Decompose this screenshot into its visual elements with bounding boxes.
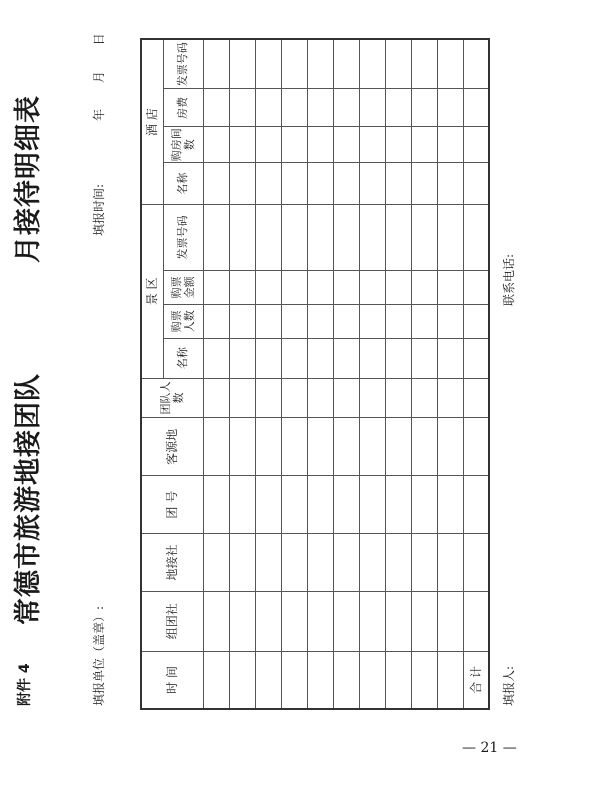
table-cell[interactable] (333, 378, 359, 418)
table-cell[interactable] (255, 418, 281, 476)
table-cell[interactable] (281, 270, 307, 304)
table-cell[interactable] (307, 89, 333, 127)
table-cell[interactable] (255, 534, 281, 592)
table-cell[interactable] (203, 476, 229, 534)
table-cell[interactable] (307, 39, 333, 89)
scenic-ticket-count-header: 购票人数 (163, 304, 203, 338)
table-cell[interactable] (281, 591, 307, 651)
table-cell[interactable] (385, 205, 411, 271)
table-cell[interactable] (307, 418, 333, 476)
table-cell[interactable] (411, 338, 437, 378)
table-cell[interactable] (229, 476, 255, 534)
table-cell[interactable] (385, 270, 411, 304)
table-cell[interactable] (203, 163, 229, 205)
table-cell[interactable] (411, 591, 437, 651)
table-cell[interactable] (437, 304, 463, 338)
table-cell[interactable] (333, 651, 359, 709)
table-cell[interactable] (359, 476, 385, 534)
table-cell[interactable] (359, 651, 385, 709)
table-cell[interactable] (229, 89, 255, 127)
table-cell[interactable] (437, 163, 463, 205)
table-row (203, 39, 229, 709)
table-cell[interactable] (385, 418, 411, 476)
table-cell[interactable] (307, 205, 333, 271)
table-cell[interactable] (385, 534, 411, 592)
table-cell[interactable] (333, 418, 359, 476)
table-row (229, 39, 255, 709)
table-cell[interactable] (359, 338, 385, 378)
table-cell[interactable] (359, 304, 385, 338)
table-cell[interactable] (229, 304, 255, 338)
table-cell[interactable] (203, 378, 229, 418)
table-cell[interactable] (229, 338, 255, 378)
table-cell[interactable] (203, 270, 229, 304)
table-cell[interactable] (333, 476, 359, 534)
scenic-ticket-amount-header: 购票金额 (163, 270, 203, 304)
table-cell[interactable] (229, 534, 255, 592)
table-cell[interactable] (333, 205, 359, 271)
col-group-size-header: 团队人数 (141, 378, 203, 418)
form-title (6, 40, 45, 680)
table-cell[interactable] (333, 338, 359, 378)
table-cell[interactable] (281, 418, 307, 476)
table-cell[interactable] (359, 418, 385, 476)
table-cell[interactable] (359, 591, 385, 651)
table-cell[interactable] (255, 127, 281, 163)
table-cell[interactable] (385, 163, 411, 205)
table-cell[interactable] (255, 378, 281, 418)
scenic-invoice-header: 发票号码 (163, 205, 203, 271)
page-number: — 21 — (462, 740, 517, 756)
table-row (359, 39, 385, 709)
table-cell[interactable] (385, 378, 411, 418)
table-cell[interactable] (333, 591, 359, 651)
table-cell[interactable] (411, 534, 437, 592)
table-cell[interactable] (255, 205, 281, 271)
table-cell[interactable] (437, 534, 463, 592)
table-cell[interactable] (281, 163, 307, 205)
table-cell[interactable] (203, 127, 229, 163)
table-cell[interactable] (333, 270, 359, 304)
table-row (281, 39, 307, 709)
table-cell[interactable] (411, 39, 437, 89)
table-cell[interactable] (203, 39, 229, 89)
table-cell[interactable] (359, 378, 385, 418)
table-cell[interactable] (203, 534, 229, 592)
table-cell[interactable] (255, 651, 281, 709)
table-cell[interactable] (307, 651, 333, 709)
table-cell[interactable] (359, 205, 385, 271)
table-cell[interactable] (333, 534, 359, 592)
table-cell[interactable] (229, 651, 255, 709)
table-cell[interactable] (359, 127, 385, 163)
table-cell[interactable] (359, 270, 385, 304)
table-cell[interactable] (229, 378, 255, 418)
table-cell[interactable] (255, 304, 281, 338)
table-cell[interactable] (307, 338, 333, 378)
table-cell[interactable] (255, 591, 281, 651)
table-cell[interactable] (203, 591, 229, 651)
table-cell[interactable] (385, 338, 411, 378)
table-cell[interactable] (437, 127, 463, 163)
table-cell[interactable] (203, 205, 229, 271)
table-cell[interactable] (281, 89, 307, 127)
table-cell[interactable] (359, 39, 385, 89)
table-cell[interactable] (229, 205, 255, 271)
detail-table (140, 38, 490, 710)
date-parts: 年 月 日 (92, 33, 106, 121)
table-cell[interactable] (411, 127, 437, 163)
table-cell[interactable] (437, 418, 463, 476)
table-cell[interactable] (437, 591, 463, 651)
table-cell[interactable] (281, 651, 307, 709)
table-cell[interactable] (385, 476, 411, 534)
table-cell[interactable] (281, 205, 307, 271)
fill-unit-label: 填报单位（盖章）: (92, 605, 106, 706)
table-cell[interactable] (255, 39, 281, 89)
contact-label: 联系电话: (502, 253, 516, 306)
table-cell[interactable] (437, 651, 463, 709)
table-cell[interactable] (307, 476, 333, 534)
col-hotel-header: 酒 店 (141, 39, 163, 205)
attachment-label: 附件 4 (17, 663, 33, 706)
table-cell[interactable] (411, 651, 437, 709)
table-row (411, 39, 437, 709)
table-cell[interactable] (411, 270, 437, 304)
table-cell[interactable] (229, 163, 255, 205)
table-cell[interactable] (411, 304, 437, 338)
table-cell[interactable] (437, 338, 463, 378)
table-cell[interactable] (411, 163, 437, 205)
table-cell[interactable] (281, 476, 307, 534)
table-cell[interactable] (437, 476, 463, 534)
table-cell[interactable] (359, 163, 385, 205)
table-cell[interactable] (385, 39, 411, 89)
hotel-invoice-header: 发票号码 (163, 39, 203, 89)
table-row (255, 39, 281, 709)
table-cell[interactable] (411, 476, 437, 534)
table-cell[interactable] (281, 378, 307, 418)
table-cell[interactable] (281, 127, 307, 163)
table-cell[interactable] (255, 270, 281, 304)
col-time-header: 时 间 (141, 651, 203, 709)
table-cell[interactable] (411, 418, 437, 476)
table-row (437, 39, 463, 709)
table-row (333, 39, 359, 709)
table-cell[interactable] (281, 39, 307, 89)
table-cell[interactable] (307, 378, 333, 418)
table-cell[interactable] (437, 270, 463, 304)
fill-time-label: 填报时间: (92, 183, 106, 236)
table-cell[interactable] (255, 338, 281, 378)
table-cell[interactable] (437, 89, 463, 127)
table-cell[interactable] (255, 476, 281, 534)
table-cell[interactable] (203, 418, 229, 476)
table-cell[interactable] (307, 534, 333, 592)
table-cell[interactable] (437, 205, 463, 271)
col-org-header: 组团社 (141, 591, 203, 651)
table-cell[interactable] (437, 39, 463, 89)
total-row (463, 39, 489, 709)
table-cell[interactable] (385, 89, 411, 127)
table-cell[interactable] (359, 534, 385, 592)
table-cell[interactable] (333, 127, 359, 163)
table-cell[interactable] (333, 163, 359, 205)
table-cell[interactable] (203, 89, 229, 127)
hotel-fee-header: 房费 (163, 89, 203, 127)
table-row (385, 39, 411, 709)
table-cell[interactable] (307, 163, 333, 205)
hotel-name-header: 名称 (163, 163, 203, 205)
col-scenic-header: 景 区 (141, 205, 163, 378)
table-cell[interactable] (411, 205, 437, 271)
table-cell[interactable] (229, 418, 255, 476)
table-cell[interactable] (307, 270, 333, 304)
table-cell[interactable] (385, 127, 411, 163)
meta-row (88, 10, 110, 706)
table-cell[interactable] (255, 89, 281, 127)
table-cell[interactable] (333, 304, 359, 338)
table-cell[interactable] (229, 127, 255, 163)
filler-label: 填报人: (502, 665, 516, 706)
table-cell[interactable] (229, 591, 255, 651)
total-label: 合 计 (463, 651, 489, 709)
table-cell[interactable] (385, 304, 411, 338)
table-cell[interactable] (307, 304, 333, 338)
title-part-2: 月接待明细表 (13, 95, 44, 263)
table-cell[interactable] (385, 591, 411, 651)
table-cell[interactable] (255, 163, 281, 205)
hotel-rooms-header: 购房间数 (163, 127, 203, 163)
table-cell[interactable] (307, 591, 333, 651)
table-cell[interactable] (385, 651, 411, 709)
table-cell[interactable] (203, 338, 229, 378)
table-cell[interactable] (333, 39, 359, 89)
table-cell[interactable] (437, 378, 463, 418)
table-cell[interactable] (411, 89, 437, 127)
table-cell[interactable] (229, 39, 255, 89)
table-cell[interactable] (203, 304, 229, 338)
table-cell[interactable] (281, 338, 307, 378)
col-local-header: 地接社 (141, 534, 203, 592)
table-cell[interactable] (411, 378, 437, 418)
col-group-no-header: 团 号 (141, 476, 203, 534)
table-cell[interactable] (229, 270, 255, 304)
scenic-name-header: 名称 (163, 338, 203, 378)
table-cell[interactable] (359, 89, 385, 127)
table-cell[interactable] (281, 534, 307, 592)
table-cell[interactable] (281, 304, 307, 338)
title-part-1: 常德市旅游地接团队 (13, 373, 44, 625)
table-cell[interactable] (203, 651, 229, 709)
table-cell[interactable] (333, 89, 359, 127)
table-row (307, 39, 333, 709)
table-cell[interactable] (307, 127, 333, 163)
col-origin-header: 客源地 (141, 418, 203, 476)
